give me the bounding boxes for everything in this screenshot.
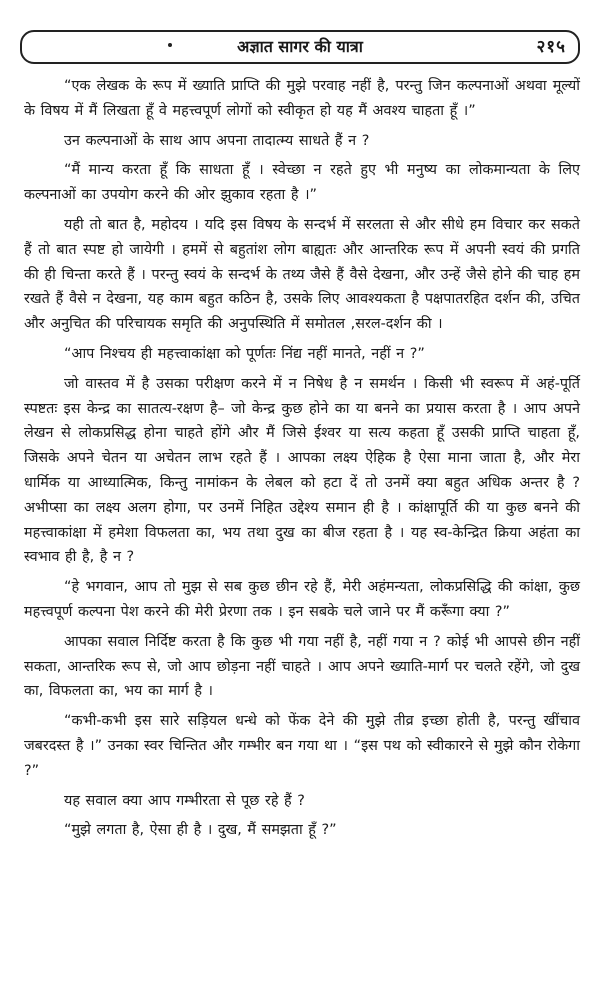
paragraph-6: जो वास्तव में है उसका परीक्षण करने में न निषेध है न समर्थन । किसी भी स्वरूप में अहं-पूर्ति स्पष्टतः इस केन्द्र का सातत्य-रक्षण है– जो केन्द्र कुछ होने का या बनने का प्रयास करता है । आप अपने लेखन से लोकप्रसिद्ध होना चाहते होंगे और मैं जिसे ईश्वर या सत्य कहता हूँ उसकी प्राप्ति चाहता हूँ, जिसके अपने चेतन या अचेतन लाभ रहते हैं । आपका लक्ष्य ऐहिक है ऐसा माना जाता है, और मेरा धार्मिक या आध्यात्मिक, किन्तु नामांकन के लेबल को हटा दें तो उनमें क्या बहुत अधिक अन्तर है ? अभीप्सा का लक्ष्य अलग होगा, पर उनमें निहित उद्देश्य समान ही है । कांक्षापूर्ति की या कुछ बनने की महत्त्वाकांक्षा में हमेशा विफलता का, भय तथा दुख का बीज रहता है । यह स्व-केन्द्रित क्रिया अहंता का स्वभाव ही है, है न ?: [24, 375, 580, 566]
header-title: अज्ञात सागर की यात्रा: [237, 37, 363, 56]
paragraph-2: उन कल्पनाओं के साथ आप अपना तादात्म्य साधते हैं न ?: [64, 132, 370, 149]
paragraph-4: यही तो बात है, महोदय । यदि इस विषय के सन्दर्भ में सरलता से और सीधे हम विचार कर सकते हैं तो बात स्पष्ट हो जायेगी । हममें से बहुतांश लोग बाह्यतः और आन्तरिक रूप में अपनी स्वयं की प्रगति की ही चिन्ता करते हैं । परन्तु स्वयं के सन्दर्भ के तथ्य जैसे हैं वैसे देखना, और उन्हें जैसे होने की चाह हम रखते हैं वैसे न देखना, यह काम बहुत कठिन है, उसके लिए आवश्यकता है पक्षपातरहित दर्शन की, उचित और अनुचित की परिचायक समृति की अनुपस्थिति में समोतल ,सरल-दर्शन की ।: [24, 216, 580, 333]
paragraph-10: यह सवाल क्या आप गम्भीरता से पूछ रहे हैं ?: [64, 792, 305, 809]
page-number: २१५: [536, 37, 566, 57]
paragraph-3: “मैं मान्य करता हूँ कि साधता हूँ । स्वेच्छा न रहते हुए भी मनुष्य का लोकमान्यता के लिए कल्पनाओं का उपयोग करने की ओर झुकाव रहता है ।”: [24, 162, 580, 204]
paragraph-1: “एक लेखक के रूप में ख्याति प्राप्ति की मुझे परवाह नहीं है, परन्तु जिन कल्पनाओं अथवा मूल्यों के विषय में मैं लिखता हूँ वे महत्त्वपूर्ण लोगों को स्वीकृत हो यह मैं अवश्य चाहता हूँ ।”: [24, 78, 580, 119]
paragraph-5: “आप निश्चय ही महत्त्वाकांक्षा को पूर्णतः निंद्य नहीं मानते, नहीं न ?”: [64, 345, 425, 362]
paragraph-8: आपका सवाल निर्दिष्ट करता है कि कुछ भी गया नहीं है, नहीं गया न ? कोई भी आपसे छीन नहीं सकता, आन्तरिक रूप से, जो आप छोड़ना नहीं चाहते । आप अपने ख्याति-मार्ग पर चलते रहेंगे, जो दुख का, विफलता का, भय का मार्ग है ।: [24, 633, 580, 700]
paragraph-7: “हे भगवान, आप तो मुझ से सब कुछ छीन रहे हैं, मेरी अहंमन्यता, लोकप्रसिद्धि की कांक्षा, कुछ महत्त्वपूर्ण कल्पना पेश करने की मेरी प्रेरणा तक । इन सबके चले जाने पर मैं करूँगा क्या ?”: [24, 579, 580, 620]
paragraph-11: “मुझे लगता है, ऐसा ही है । दुख, मैं समझता हूँ ?”: [64, 822, 337, 839]
paragraph-9: “कभी-कभी इस सारे सड़ियल धन्धे को फेंक देने की मुझे तीव्र इच्छा होती है, परन्तु खींचाव जबरदस्त है ।” उनका स्वर चिन्तित और गम्भीर बन गया था । “इस पथ को स्वीकारने से मुझे कौन रोकेगा ?”: [24, 713, 580, 779]
running-header: [20, 30, 580, 64]
page-body: [24, 74, 580, 848]
